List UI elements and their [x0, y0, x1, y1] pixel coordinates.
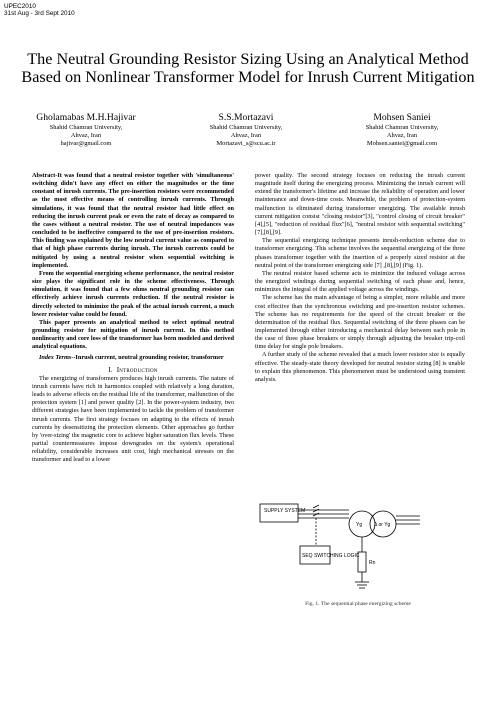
conference-dates: 31st Aug - 3rd Sept 2010 [4, 10, 75, 17]
wye-label: Yg [356, 522, 363, 528]
right-column [255, 172, 465, 384]
delta-label: Δ or Yg [374, 522, 391, 528]
resistor-label: Rn [369, 560, 376, 566]
section-heading [32, 366, 234, 374]
abstract-paragraph: This paper presents an analytical method to select optimal neutral grounding resistor for mitigation of inrush current. In this method nonlinearity and core loss of the transformer has been modeled and derived analytical equations. [32, 318, 234, 351]
section-title: Introduction [116, 365, 158, 374]
index-terms-text: --Inrush current, neutral grounding resistor, transformer [71, 354, 224, 362]
index-terms-label: Index Terms [39, 354, 72, 362]
author-email: Mohsen.saniei@gmail.com [366, 139, 438, 147]
body-paragraph: power quality. The second strategy focuses on reducing the inrush current magnitude itself during the energizing process. Minimizing the inrush current will extend the transformer's lifetime and increase the reliability of operation and lower maintenance and down-time costs. Meanwhile, the problem of protection-system malfunction is eliminated during transformer energizing. The available inrush current mitigation consist "closing resistor"[3], "control closing of circuit breaker"[4],[5], "reduction of residual flux"[6], "neutral resistor with sequential switching"[7],[8],[9]. [255, 172, 465, 237]
author-email: Mortazavi_s@scu.ac.ir [216, 139, 276, 147]
author-city: Ahvaz, Iran [386, 131, 418, 139]
author-block-3 [323, 113, 481, 148]
conference-name: UPEC2010 [4, 3, 36, 10]
index-terms [32, 354, 234, 362]
body-paragraph: A further study of the scheme revealed that a much lower resistor size is equally effective. The steady-state theory developed for neutral resistor sizing [8] is unable to explain this phenomenon. This phenomenon must be understood using transient analysis. [255, 351, 465, 383]
supply-label: SUPPLY SYSTEM [264, 508, 306, 514]
author-city: Ahvaz, Iran [230, 131, 262, 139]
author-name: Gholamabas M.H.Hajivar [36, 112, 136, 123]
paper-title: The Neutral Grounding Resistor Sizing Using an Analytical Method Based on Nonlinear Transformer Model for Inrush Current Mitigation [21, 50, 475, 87]
abstract-paragraph: From the sequential energizing scheme performance, the neutral resistor size plays the significant role in the scheme effectiveness. Through simulation, it was found that a few ohms neutral grounding resistor can effectively achieve inrush currents reduction. If the neutral resistor is directly selected to minimize the peak of the actual inrush current, a much lower resistor value could be found. [32, 269, 234, 318]
section-number: I. [108, 365, 113, 374]
author-email: hajivar@gmail.com [60, 139, 112, 147]
body-paragraph: The scheme has the main advantage of being a simpler, more reliable and more cost effective than the synchronous switching and pre-insertion resistor schemes. The scheme has no requirements for the speed of the circuit breaker or the determination of the residual flux. Sequential switching of the three phases can be implemented through either introducing a mechanical delay between each pole in the case of three phase breakers or simply through adjusting the breaker trip-coil time delay for single pole breakers. [255, 294, 465, 351]
author-name: S.S.Mortazavi [218, 112, 274, 123]
author-affiliation: Shahid Chamran University, [365, 123, 439, 131]
figure-caption: Fig. 1. The sequential phase energizing scheme [305, 601, 411, 607]
author-name: Mohsen Saniei [373, 112, 431, 123]
author-city: Ahvaz, Iran [70, 131, 102, 139]
switching-logic-label: SEQ SWITCHING LOGIC [302, 553, 360, 559]
sequential-energizing-diagram [258, 502, 430, 596]
left-column [32, 172, 234, 464]
body-paragraph: The energizing of transformers produces high inrush currents. The nature of inrush currents have rich in harmonics coupled with relatively a long duration, leads to adverse effects on the residual life of the transformer, malfunction of the protection system [1] and power quality [2]. In the power-system industry, two different strategies have been implemented to tackle the problem of transformer inrush currents. The first strategy focuses on adapting to the effects of inrush currents by desensitizing the protection elements. Other approaches go further by 'over-sizing' the magnetic core to achieve higher saturation flux levels. These partial countermeasures impose downgrades on the system's operational reliability, considerable increases unit cost, high mechanical stresses on the transformer and lead to a lower [32, 374, 234, 464]
author-block-1 [10, 113, 162, 148]
author-affiliation: Shahid Chamran University, [49, 123, 123, 131]
author-affiliation: Shahid Chamran University, [209, 123, 283, 131]
body-paragraph: The neutral resistor based scheme acts to minimize the induced voltage across the energized windings during sequential switching of each phase and, hence, minimizes the integral of the applied voltage across the windings. [255, 269, 465, 294]
author-block-2 [170, 113, 322, 148]
abstract-paragraph: Abstract-It was found that a neutral resistor together with 'simultaneous' switching didn't have any effect on either the magnitudes or the time constant of inrush currents. The pre-insertion resistors were recommended as the most effective means of controlling inrush currents. Through simulations, it was found that the neutral resistor had little effect on reducing the inrush current peak or even the rate of decay as compared to the cases without a neutral resistor. The use of neutral impedances was concluded to be ineffective compared to the use of pre-insertion resistors. This finding was explained by the low neutral current value as compared to that of high phase currents during inrush. The inrush currents could be mitigated by using a neutral resistor when sequential switching is implemented. [32, 172, 234, 269]
body-paragraph: The sequential energizing technique presents inrush-reduction scheme due to transformer energizing. This scheme involves the sequential energizing of the three phases transformer together with the insertion of a properly sized resistor at the neutral point of the transformer energizing side [7] ,[8],[9] (Fig. 1). [255, 237, 465, 269]
